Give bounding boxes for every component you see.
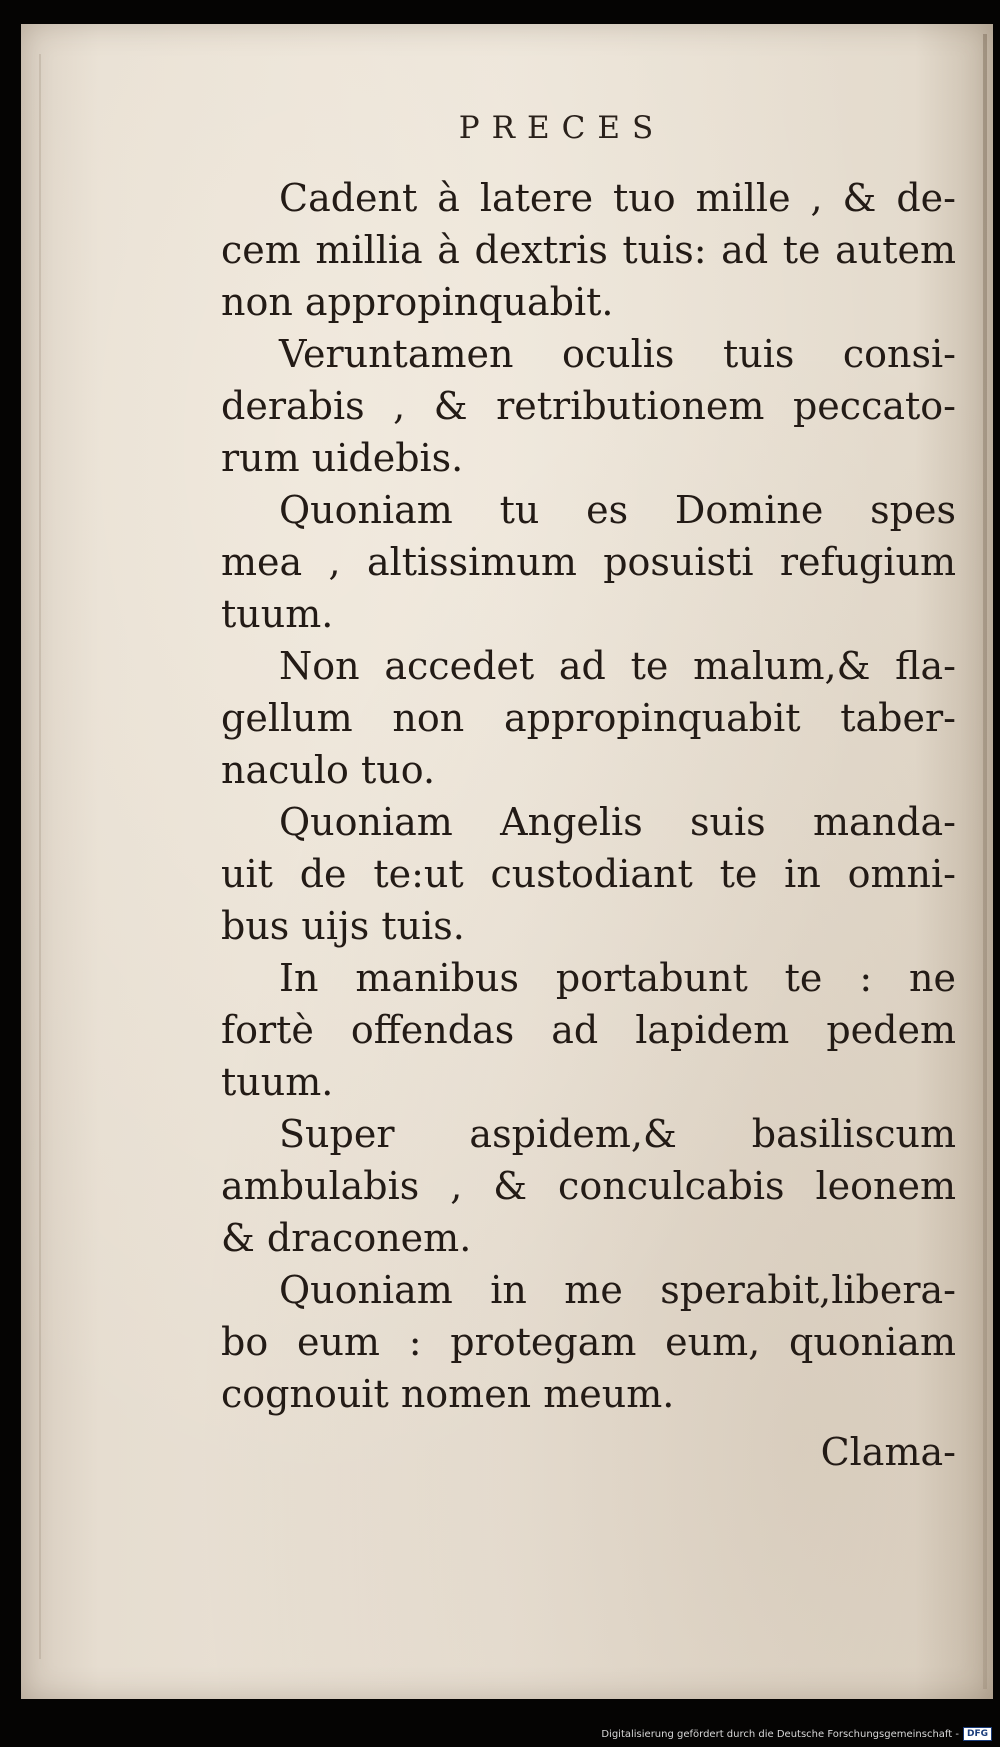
text-line: mea , altissimum posuisti refugium (221, 540, 956, 584)
text-line: derabis , & retributionem peccato- (221, 384, 956, 428)
text-line: naculo tuo. (221, 748, 436, 792)
running-head: PRECES (458, 110, 666, 146)
text-line: Cadent à latere tuo mille , & de- (279, 176, 956, 220)
text-line: Quoniam tu es Domine spes (279, 488, 956, 532)
text-line: Quoniam Angelis suis manda- (279, 800, 956, 844)
text-line: gellum non appropinquabit taber- (221, 696, 956, 740)
text-line: tuum. (221, 1060, 334, 1104)
text-line: & draconem. (221, 1216, 472, 1260)
text-line: rum uidebis. (221, 436, 464, 480)
text-lines (221, 172, 956, 1420)
text-line: Quoniam in me sperabit,libera- (279, 1268, 956, 1312)
text-line: bo eum : protegam eum, quoniam (221, 1320, 956, 1364)
footer-credit-text: Digitalisierung gefördert durch die Deutsche Forschungsgemeinschaft - (601, 1728, 959, 1740)
book-page (21, 24, 993, 1699)
text-line: fortè offendas ad lapidem pedem (221, 1008, 956, 1052)
text-line: ambulabis , & conculcabis leonem (221, 1164, 956, 1208)
dfg-logo: DFG (963, 1727, 992, 1741)
text-line: Non accedet ad te malum,& fla- (279, 644, 956, 688)
text-line: cognouit nomen meum. (221, 1372, 675, 1416)
text-line: non appropinquabit. (221, 280, 614, 324)
text-line: uit de te:ut custodiant te in omni- (221, 852, 956, 896)
text-line: In manibus portabunt te : ne (279, 956, 956, 1000)
text-line: bus uijs tuis. (221, 904, 465, 948)
text-line: tuum. (221, 592, 334, 636)
text-line: cem millia à dextris tuis: ad te autem (221, 228, 956, 272)
prayer-text-block (221, 172, 956, 1478)
text-line: Super aspidem,& basiliscum (279, 1112, 956, 1156)
text-line: Veruntamen oculis tuis consi- (279, 332, 956, 376)
footer-credit (601, 1727, 992, 1741)
catchword: Clama- (820, 1430, 956, 1474)
